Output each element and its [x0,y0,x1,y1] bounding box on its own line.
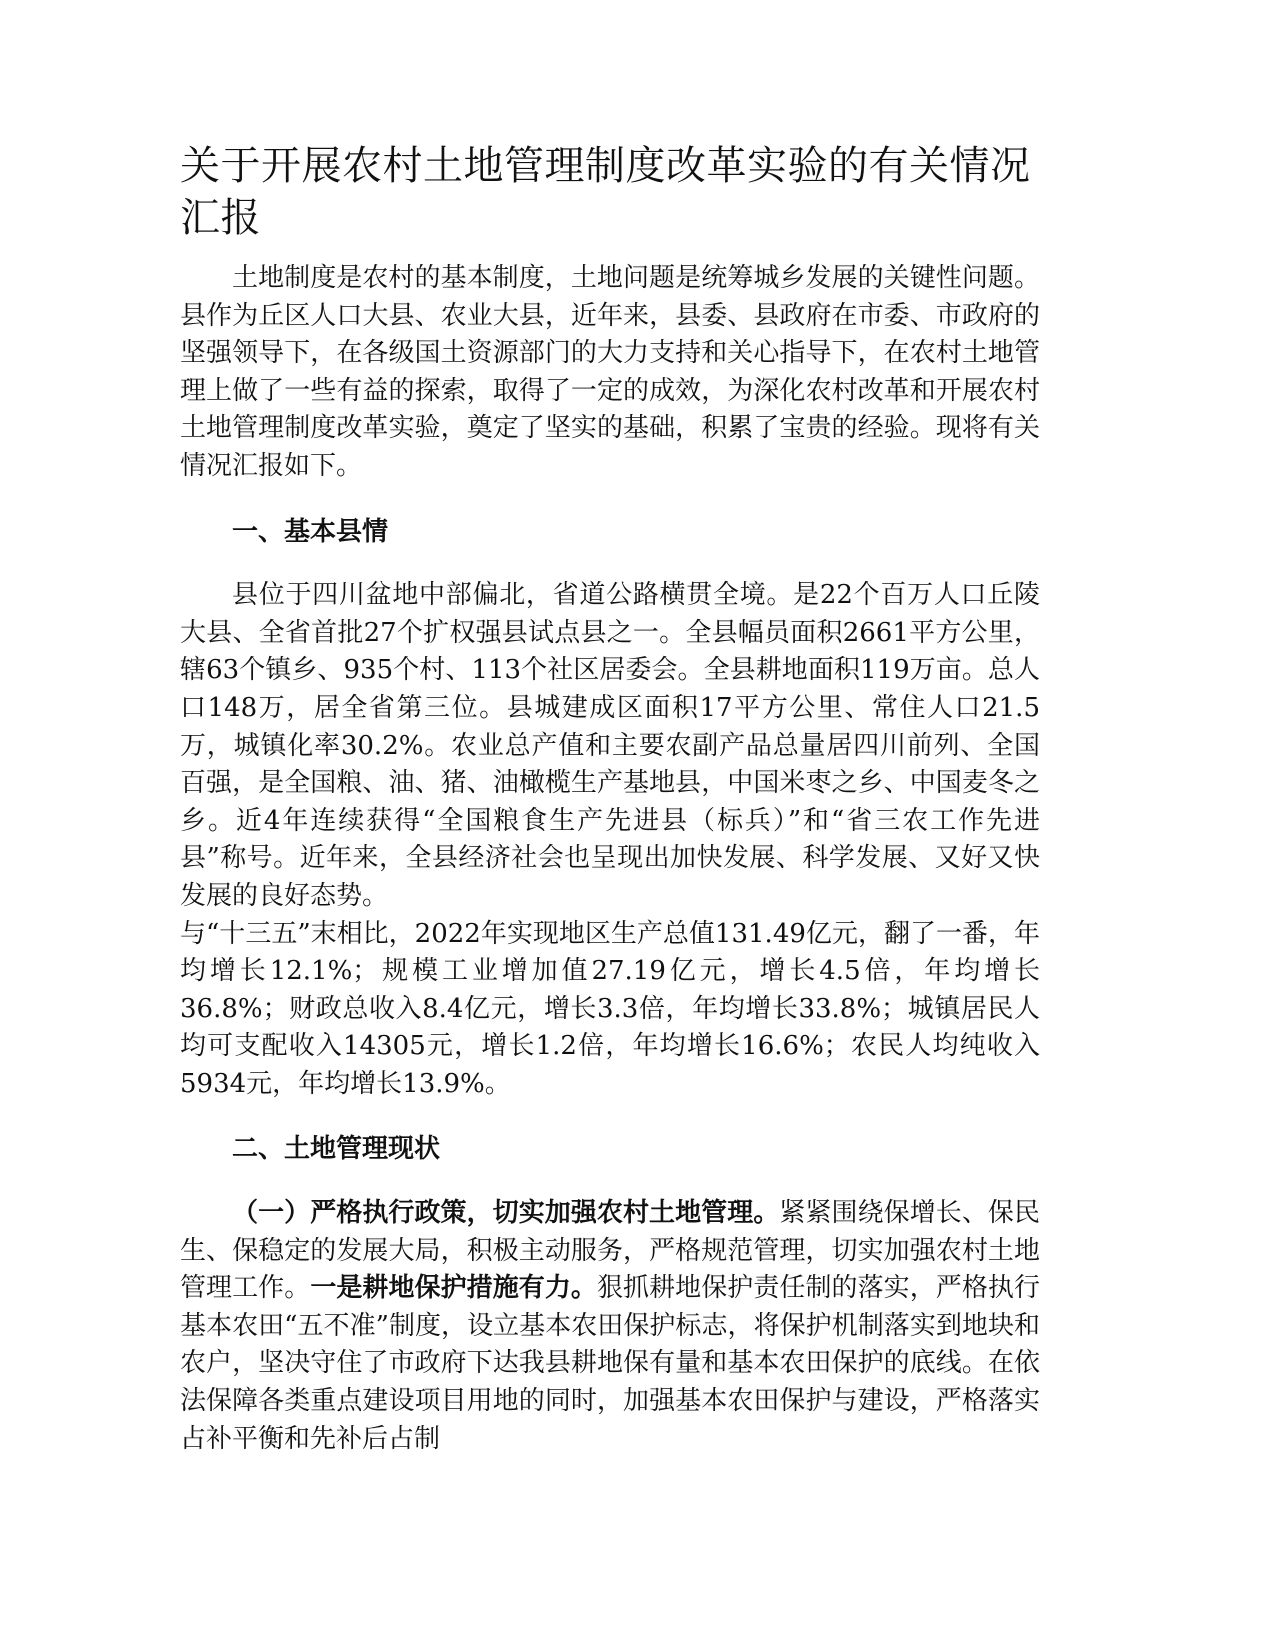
subsection-text: 紧紧围绕保增长、保民生、保稳定的发展大局，积极主动服务，严格规范管理，切实加强农村土地管理工作。 [180,1198,1040,1304]
intro-paragraph: 土地制度是农村的基本制度，土地问题是统筹城乡发展的关键性问题。县作为丘区人口大县、农业大县，近年来，县委、县政府在市委、市政府的坚强领导下，在各级国土资源部门的大力支持和关心指导下，在农村土地管理上做了一些有益的探索，取得了一定的成效，为深化农村改革和开展农村土地管理制度改革实验，奠定了坚实的基础，积累了宝贵的经验。现将有关情况汇报如下。 [180,263,1040,481]
land-management-paragraph [180,1195,1040,1458]
subsection-lead: （一）严格执行政策，切实加强农村土地管理。 [232,1198,780,1229]
section-heading-basic-info: 一、基本县情 [232,516,389,547]
document-title: 关于开展农村土地管理制度改革实验的有关情况汇报 [180,143,1031,241]
county-profile-paragraph: 县位于四川盆地中部偏北，省道公路横贯全境。是22个百万人口丘陵大县、全省首批27个扩权强县试点县之一。全县幅员面积2661平方公里，辖63个镇乡、935个村、113个社区居委会。全县耕地面积119万亩。总人口148万，居全省第三位。县城建成区面积17平方公里、常住人口21.5万，城镇化率30.2%。农业总产值和主要农副产品总量居四川前列、全国百强，是全国粮、油、猪、油橄榄生产基地县，中国米枣之乡、中国麦冬之乡。近4年连续获得“全国粮食生产先进县（标兵）”和“省三农工作先进县”称号。近年来，全县经济社会也呈现出加快发展、科学发展、又好又快发展的良好态势。 [180,580,1040,911]
point-one-text: 狠抓耕地保护责任制的落实，严格执行基本农田“五不准”制度，设立基本农田保护标志，将保护机制落实到地块和农户，坚决守住了市政府下达我县耕地保有量和基本农田保护的底线。在依法保障各类重点建设项目用地的同时，加强基本农田保护与建设，严格落实占补平衡和先补后占制 [180,1273,1040,1454]
point-one-lead: 一是耕地保护措施有力。 [310,1273,597,1304]
section-heading-land-management: 二、土地管理现状 [232,1134,441,1165]
document-page [180,140,1040,1458]
economic-growth-paragraph: 与“十三五”末相比，2022年实现地区生产总值131.49亿元，翻了一番，年均增长12.1%；规模工业增加值27.19亿元，增长4.5倍，年均增长36.8%；财政总收入8.4亿元，增长3.3倍，年均增长33.8%；城镇居民人均可支配收入14305元，增长1.2倍，年均增长16.6%；农民人均纯收入5934元，年均增长13.9%。 [180,918,1040,1099]
